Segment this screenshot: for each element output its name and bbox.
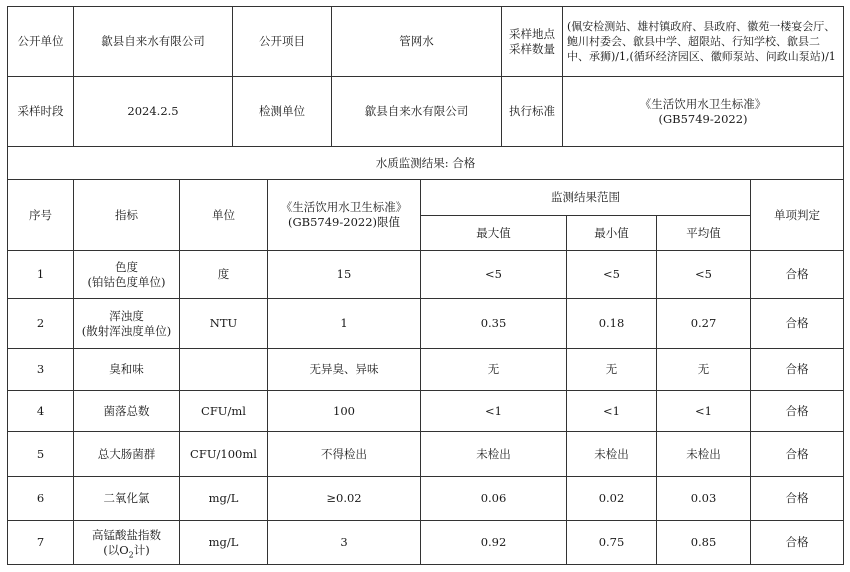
- row-verdict: 合格: [751, 391, 844, 432]
- row-verdict: 合格: [751, 299, 844, 349]
- row-avg: <1: [657, 391, 751, 432]
- row-unit: CFU/ml: [180, 391, 268, 432]
- indicator-sub: (铂钴色度单位): [87, 274, 166, 289]
- row-min: 0.75: [567, 521, 657, 565]
- row-avg: <5: [657, 251, 751, 299]
- header-avg: 平均值: [657, 216, 751, 251]
- row-indicator: 二氧化氯: [74, 477, 180, 521]
- row-indicator: 菌落总数: [74, 391, 180, 432]
- site-label-line-2: 采样数量: [509, 41, 555, 56]
- header-max: 最大值: [421, 216, 567, 251]
- row-min: 未检出: [567, 432, 657, 477]
- row-limit: 15: [268, 251, 421, 299]
- indicator-sub: (散射浑浊度单位): [81, 323, 172, 338]
- table-row: [8, 477, 844, 521]
- lab-value: 歙县自来水有限公司: [332, 77, 502, 147]
- info-row-2: [8, 77, 844, 147]
- standard-value-line-2: (GB5749-2022): [658, 111, 748, 126]
- row-no: 2: [8, 299, 74, 349]
- row-max: <1: [421, 391, 567, 432]
- row-min: 0.18: [567, 299, 657, 349]
- row-no: 3: [8, 349, 74, 391]
- row-min: <1: [567, 391, 657, 432]
- header-limit: [268, 180, 421, 251]
- row-avg: 0.85: [657, 521, 751, 565]
- row-no: 5: [8, 432, 74, 477]
- row-max: 0.35: [421, 299, 567, 349]
- row-indicator: [74, 299, 180, 349]
- table-row: [8, 251, 844, 299]
- indicator-sub-subscript: 2: [128, 549, 134, 559]
- header-unit: 单位: [180, 180, 268, 251]
- row-unit: NTU: [180, 299, 268, 349]
- table-row: [8, 432, 844, 477]
- row-unit: mg/L: [180, 477, 268, 521]
- project-value: 管网水: [332, 7, 502, 77]
- header-no: 序号: [8, 180, 74, 251]
- period-value: 2024.2.5: [74, 77, 233, 147]
- indicator-name: 高锰酸盐指数: [92, 527, 161, 542]
- row-no: 4: [8, 391, 74, 432]
- result-banner: 水质监测结果: 合格: [8, 147, 844, 180]
- publisher-label: 公开单位: [8, 7, 74, 77]
- header-row-1: [8, 180, 844, 216]
- table-row: [8, 521, 844, 565]
- row-indicator: [74, 251, 180, 299]
- result-banner-row: [8, 147, 844, 180]
- row-limit: ≥0.02: [268, 477, 421, 521]
- info-table: [7, 6, 844, 147]
- lab-label: 检测单位: [233, 77, 332, 147]
- standard-label: 执行标准: [502, 77, 563, 147]
- row-avg: 0.27: [657, 299, 751, 349]
- row-indicator: 臭和味: [74, 349, 180, 391]
- row-verdict: 合格: [751, 521, 844, 565]
- row-verdict: 合格: [751, 432, 844, 477]
- row-unit: 度: [180, 251, 268, 299]
- row-max: <5: [421, 251, 567, 299]
- row-no: 1: [8, 251, 74, 299]
- row-no: 6: [8, 477, 74, 521]
- row-max: 无: [421, 349, 567, 391]
- row-limit: 1: [268, 299, 421, 349]
- results-table: [7, 146, 844, 565]
- row-avg: 未检出: [657, 432, 751, 477]
- site-label-line-1: 采样地点: [509, 26, 555, 41]
- row-min: <5: [567, 251, 657, 299]
- info-row-1: [8, 7, 844, 77]
- row-no: 7: [8, 521, 74, 565]
- sampling-site-value: (佩安检测站、雄村镇政府、县政府、徽苑一楼宴会厅、鲍川村委会、歙县中学、超限站、行知学校、歙县二中、承狮)/1,(循环经济园区、徽师泵站、问政山泵站)/1: [563, 7, 844, 77]
- sampling-site-label: [502, 7, 563, 77]
- table-row: [8, 391, 844, 432]
- publisher-value: 歙县自来水有限公司: [74, 7, 233, 77]
- row-limit: 3: [268, 521, 421, 565]
- indicator-sub-pre: (以O: [103, 542, 129, 557]
- row-avg: 0.03: [657, 477, 751, 521]
- indicator-name: 浑浊度: [109, 308, 144, 323]
- row-verdict: 合格: [751, 349, 844, 391]
- row-max: 0.06: [421, 477, 567, 521]
- row-min: 0.02: [567, 477, 657, 521]
- period-label: 采样时段: [8, 77, 74, 147]
- row-avg: 无: [657, 349, 751, 391]
- indicator-sub-post: 计): [133, 542, 150, 557]
- project-label: 公开项目: [233, 7, 332, 77]
- row-indicator: [74, 521, 180, 565]
- header-limit-line-1: 《生活饮用水卫生标准》: [280, 200, 408, 214]
- header-indicator: 指标: [74, 180, 180, 251]
- row-max: 0.92: [421, 521, 567, 565]
- row-limit: 不得检出: [268, 432, 421, 477]
- row-indicator: 总大肠菌群: [74, 432, 180, 477]
- row-min: 无: [567, 349, 657, 391]
- row-max: 未检出: [421, 432, 567, 477]
- row-verdict: 合格: [751, 477, 844, 521]
- row-limit: 100: [268, 391, 421, 432]
- row-unit: [180, 349, 268, 391]
- row-verdict: 合格: [751, 251, 844, 299]
- row-unit: CFU/100ml: [180, 432, 268, 477]
- indicator-name: 色度: [115, 259, 138, 274]
- header-limit-line-2: (GB5749-2022)限值: [287, 215, 401, 229]
- header-range: 监测结果范围: [421, 180, 751, 216]
- header-min: 最小值: [567, 216, 657, 251]
- standard-value: [563, 77, 844, 147]
- row-limit: 无异臭、异味: [268, 349, 421, 391]
- row-unit: mg/L: [180, 521, 268, 565]
- indicator-sub: [76, 543, 177, 558]
- table-row: [8, 299, 844, 349]
- header-verdict: 单项判定: [751, 180, 844, 251]
- table-row: [8, 349, 844, 391]
- standard-value-line-1: 《生活饮用水卫生标准》: [639, 96, 767, 111]
